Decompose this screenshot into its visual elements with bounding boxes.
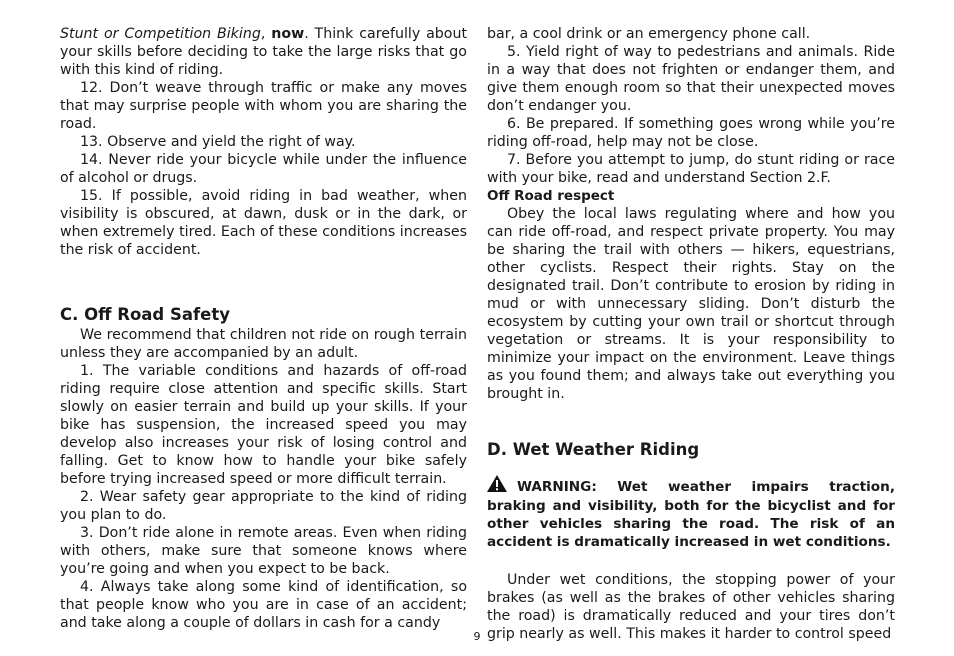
warning-text: WARNING: Wet weather impairs traction, braking and visibility, both for the bicyclist and for other vehicles sharing the road. The risk of an accident is dramatically increased in wet conditions. (487, 479, 895, 550)
off-road-rule-4: 4. Always take along some kind of identification, so that people know who you are in case of an accident; and take along a couple of dollars in cash for a candy (60, 579, 467, 631)
rule-14: 14. Never ride your bicycle while under the influence of alcohol or drugs. (60, 152, 467, 186)
rule-15: 15. If possible, avoid riding in bad weather, when visibility is obscured, at dawn, dusk or in the dark, or when extremely tired. Each of these conditions increases the risk of accident. (60, 188, 467, 258)
warning-block (487, 475, 895, 551)
off-road-rule-6: 6. Be prepared. If something goes wrong while you’re riding off-road, help may not be close. (487, 116, 895, 150)
off-road-rule-7: 7. Before you attempt to jump, do stunt riding or race with your bike, read and understand Section 2.F. (487, 152, 895, 186)
off-road-rule-2: 2. Wear safety gear appropriate to the kind of riding you plan to do. (60, 489, 467, 523)
off-road-rule-5: 5. Yield right of way to pedestrians and animals. Ride in a way that does not frighten or endanger them, and give them enough room so that their unexpected moves don’t endanger you. (487, 44, 895, 114)
rule-13: 13. Observe and yield the right of way. (80, 134, 356, 150)
section-c-heading: C. Off Road Safety (60, 305, 231, 324)
off-road-respect-heading: Off Road respect (487, 188, 615, 204)
page-number: 9 (473, 630, 481, 643)
continued-paragraph: bar, a cool drink or an emergency phone call. (487, 26, 811, 42)
right-column (487, 25, 895, 643)
wet-conditions-body: Under wet conditions, the stopping power of your brakes (as well as the brakes of other vehicles sharing the road) is dramatically reduced and your tires don’t grip nearly as well. This makes it harder to control speed (487, 572, 895, 642)
off-road-rule-1: 1. The variable conditions and hazards of off-road riding require close attention and specific skills. Start slowly on easier terrain and build up your skills. If your bike has suspension, the increased speed you may develop also increases your risk of losing control and falling. Get to know how to handle your bike safely before trying increased speed or more difficult terrain. (60, 363, 467, 487)
left-column (60, 25, 467, 632)
off-road-rule-3: 3. Don’t ride alone in remote areas. Even when riding with others, make sure that someone knows where you’re going and when you expect to be back. (60, 525, 467, 577)
section-d-heading: D. Wet Weather Riding (487, 440, 700, 459)
off-road-respect-body: Obey the local laws regulating where and how you can ride off-road, and respect private property. You may be sharing the trail with others — hikers, equestrians, other cyclists. Respect their rights. Stay on the designated trail. Don’t contribute to erosion by riding in mud or with unnecessary sliding. Don’t disturb the ecosystem by cutting your own trail or shortcut through vegetation or streams. It is your responsibility to minimize your impact on the environment. Leave things as you found them; and always take out everything you brought in. (487, 206, 895, 402)
section-c-intro: We recommend that children not ride on rough terrain unless they are accompanied by an adult. (60, 327, 467, 361)
rule-12: 12. Don’t weave through traffic or make any moves that may surprise people with whom you are sharing the road. (60, 80, 467, 132)
warning-triangle-icon (487, 475, 507, 497)
intro-paragraph: Stunt or Competition Biking, now. Think carefully about your skills before deciding to take the large risks that go with this kind of riding. (60, 26, 468, 78)
